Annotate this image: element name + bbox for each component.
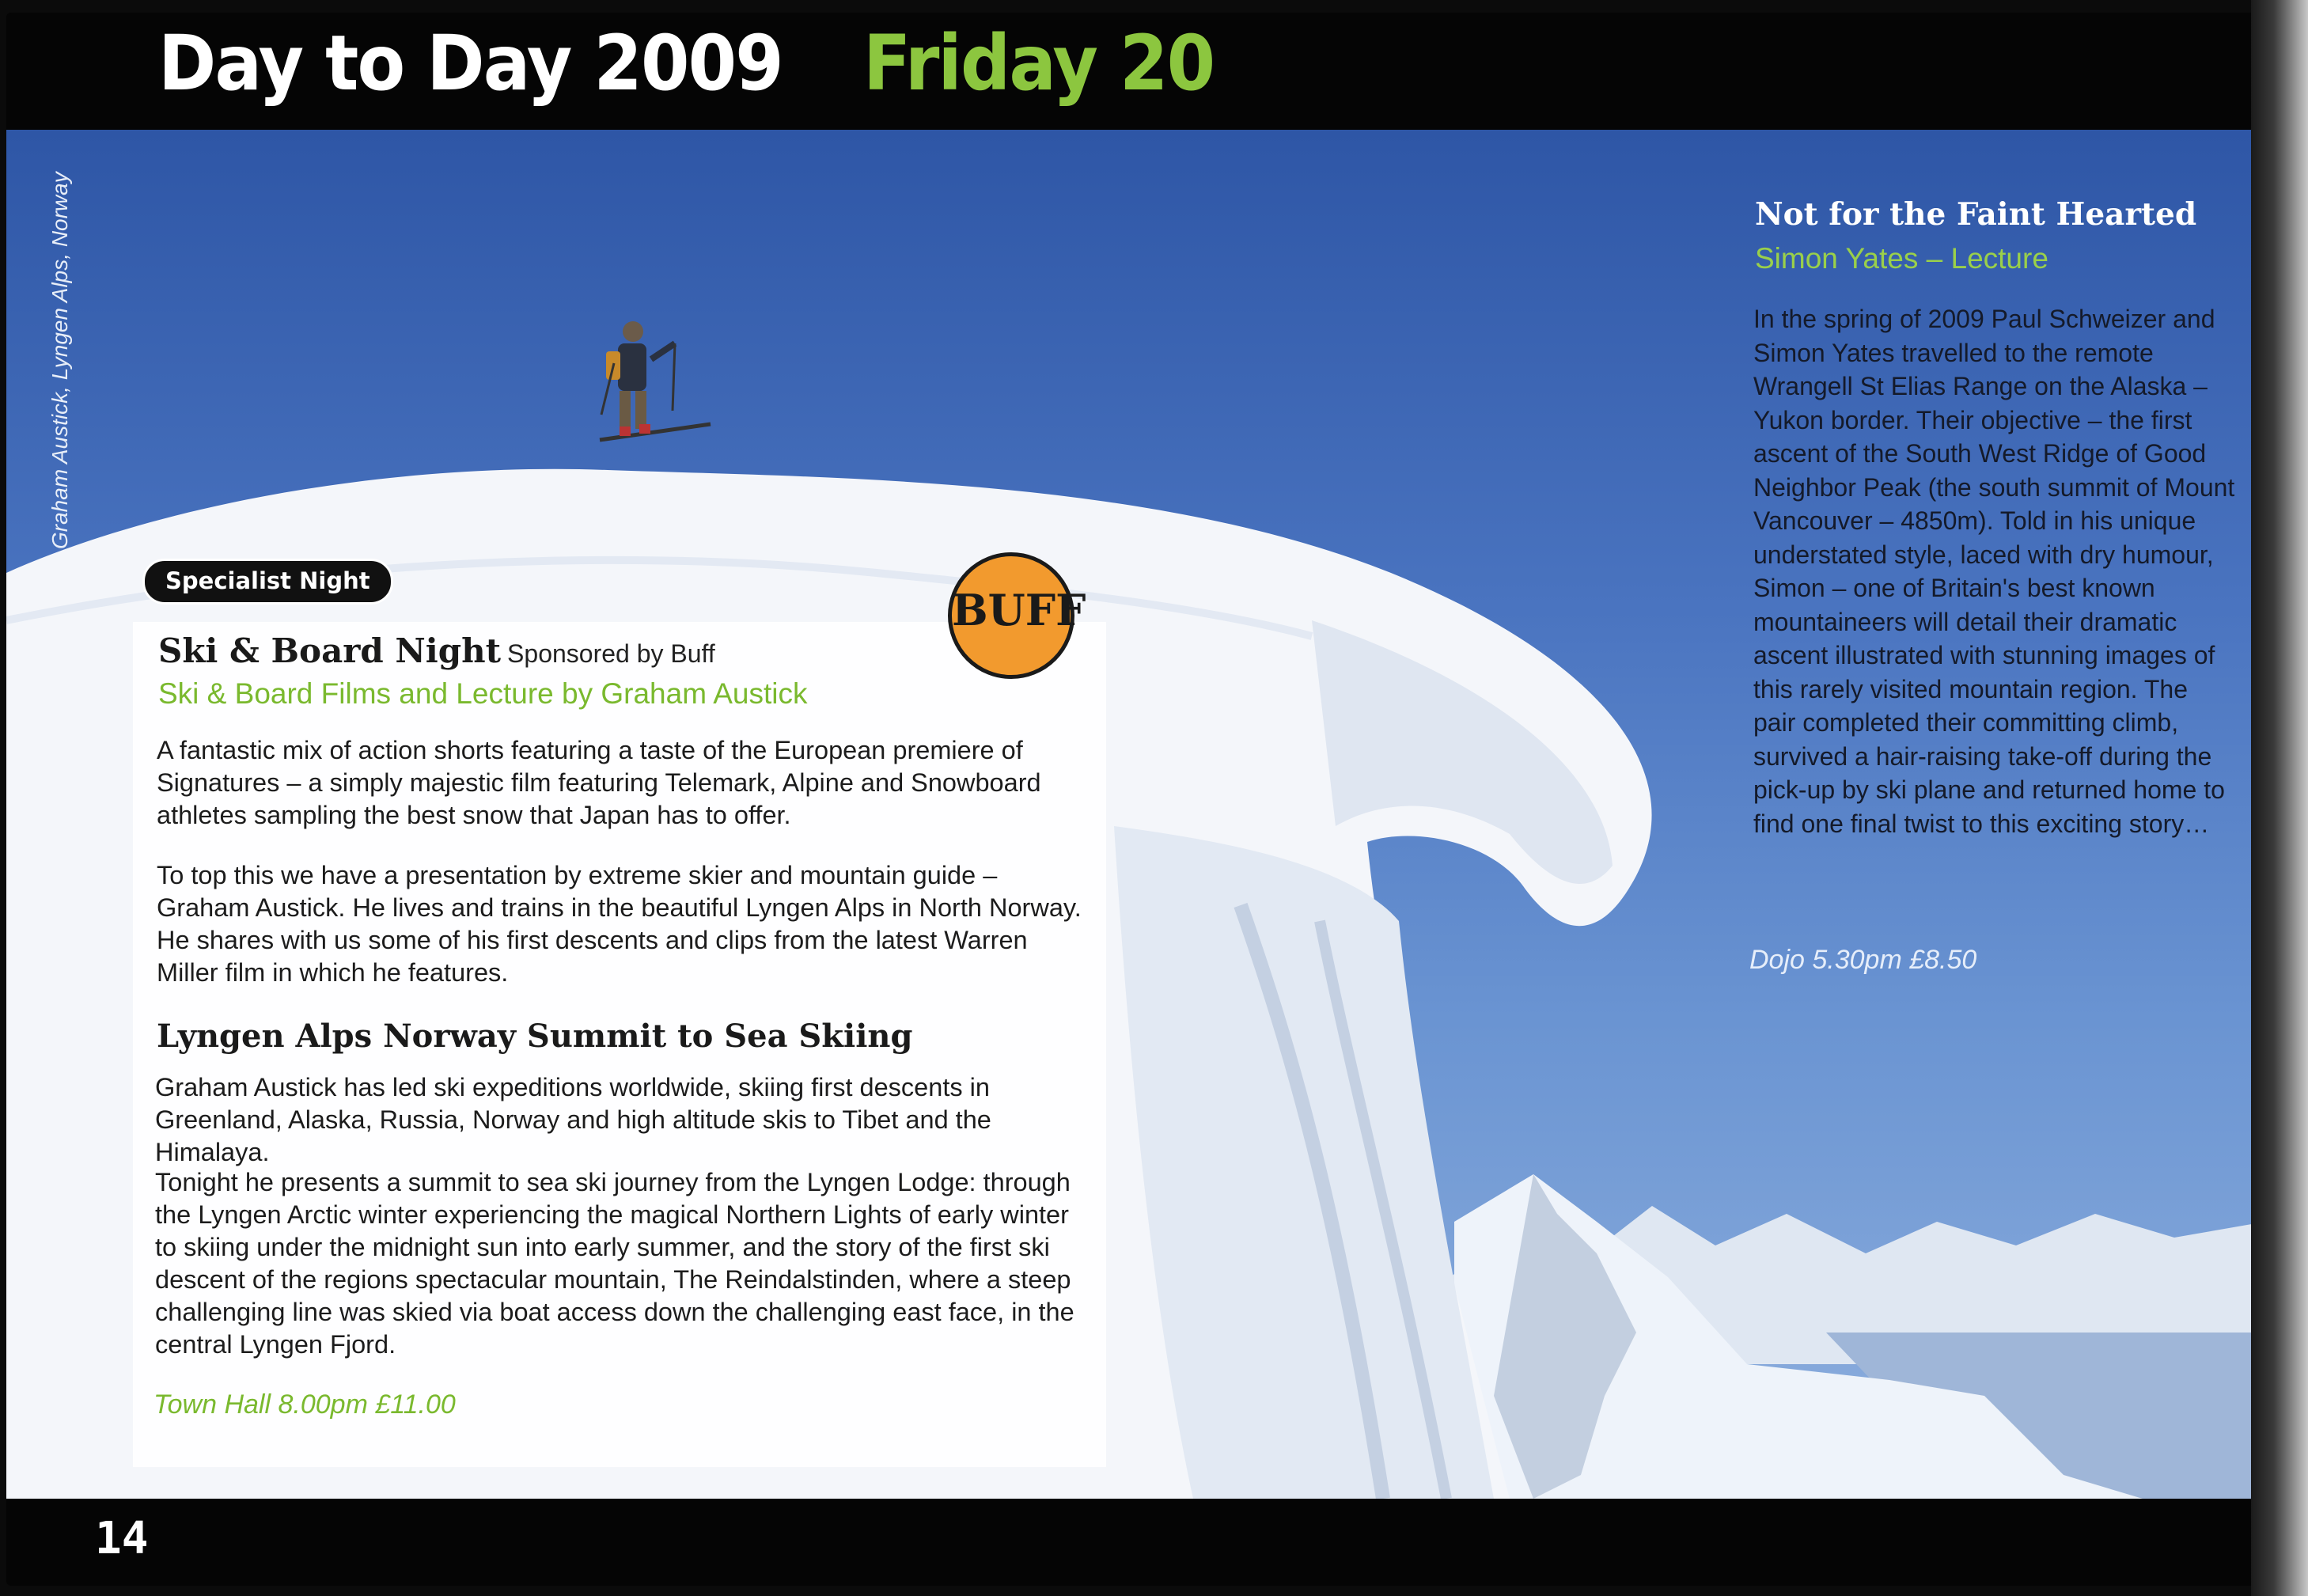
lecture-title: Not for the Faint Hearted — [1755, 196, 2197, 233]
brochure-page — [6, 13, 2265, 1586]
event-paragraph-2: To top this we have a presentation by extreme skier and mountain guide – Graham Austick. He lives and trains in the beautiful Lyngen Alps in North Norway. He shares with us some of his first descents and clips from the latest Warren Miller film in which he features. — [157, 861, 1082, 987]
photo-credit: Graham Austick, Lyngen Alps, Norway — [47, 172, 72, 549]
event-sponsor: Sponsored by Buff — [507, 639, 715, 668]
buff-logo — [948, 552, 1086, 679]
section-paragraph-1: Graham Austick has led ski expeditions worldwide, skiing first descents in Greenland, Alaska, Russia, Norway and high altitude skis to Tibet and the Himalaya. — [155, 1073, 991, 1166]
specialist-night-tag: Specialist Night — [142, 559, 393, 605]
lecture-subtitle: Simon Yates – Lecture — [1755, 242, 2048, 275]
page-number: 14 — [95, 1513, 149, 1564]
book-spine — [2251, 0, 2308, 1596]
event-venue: Town Hall 8.00pm £11.00 — [153, 1389, 456, 1420]
lecture-body: In the spring of 2009 Paul Schweizer and Simon Yates travelled to the remote Wrangell St Elias Range on the Alaska – Yukon border. Their objective – the first ascent of the South West Ridge of Good Neighbor Peak (the south summit of Mount Vancouver – 4850m). Told in his unique understated style, laced with dry humour, Simon – one of Britain's best known mountaineers will detail their dramatic ascent illustrated with stunning images of this rarely visited mountain region. The pair completed their committing climb, survived a hair-raising take-off during the pick-up by ski plane and returned home to find one final twist to this exciting story… — [1753, 305, 2235, 838]
section-title: Lyngen Alps Norway Summit to Sea Skiing — [157, 1018, 913, 1055]
event-title — [158, 631, 715, 670]
skier-figure — [600, 321, 711, 440]
page-title: Day to Day 2009 — [158, 19, 783, 108]
lecture-venue: Dojo 5.30pm £8.50 — [1749, 945, 1977, 975]
page-day: Friday 20 — [863, 19, 1215, 108]
buff-logo-text: BUFF — [952, 585, 1086, 635]
event-subtitle: Ski & Board Films and Lecture by Graham Austick — [158, 677, 808, 710]
section-paragraph-2: Tonight he presents a summit to sea ski journey from the Lyngen Lodge: through the Lyngen Arctic winter experiencing the magical Northern Lights of early winter to skiing under the midnight sun into early summer, and the story of the first ski descent of the regions spectacular mountain, The Reindalstinden, where a steep challenging line was skied via boat access down the challenging east face, in the central Lyngen Fjord. — [155, 1168, 1074, 1359]
event-paragraph-1: A fantastic mix of action shorts featuring a taste of the European premiere of Signatures – a simply majestic film featuring Telemark, Alpine and Snowboard athletes sampling the best snow that Japan has to offer. — [157, 736, 1041, 829]
header-bar — [6, 13, 2265, 130]
event-title-text: Ski & Board Night — [158, 631, 502, 670]
